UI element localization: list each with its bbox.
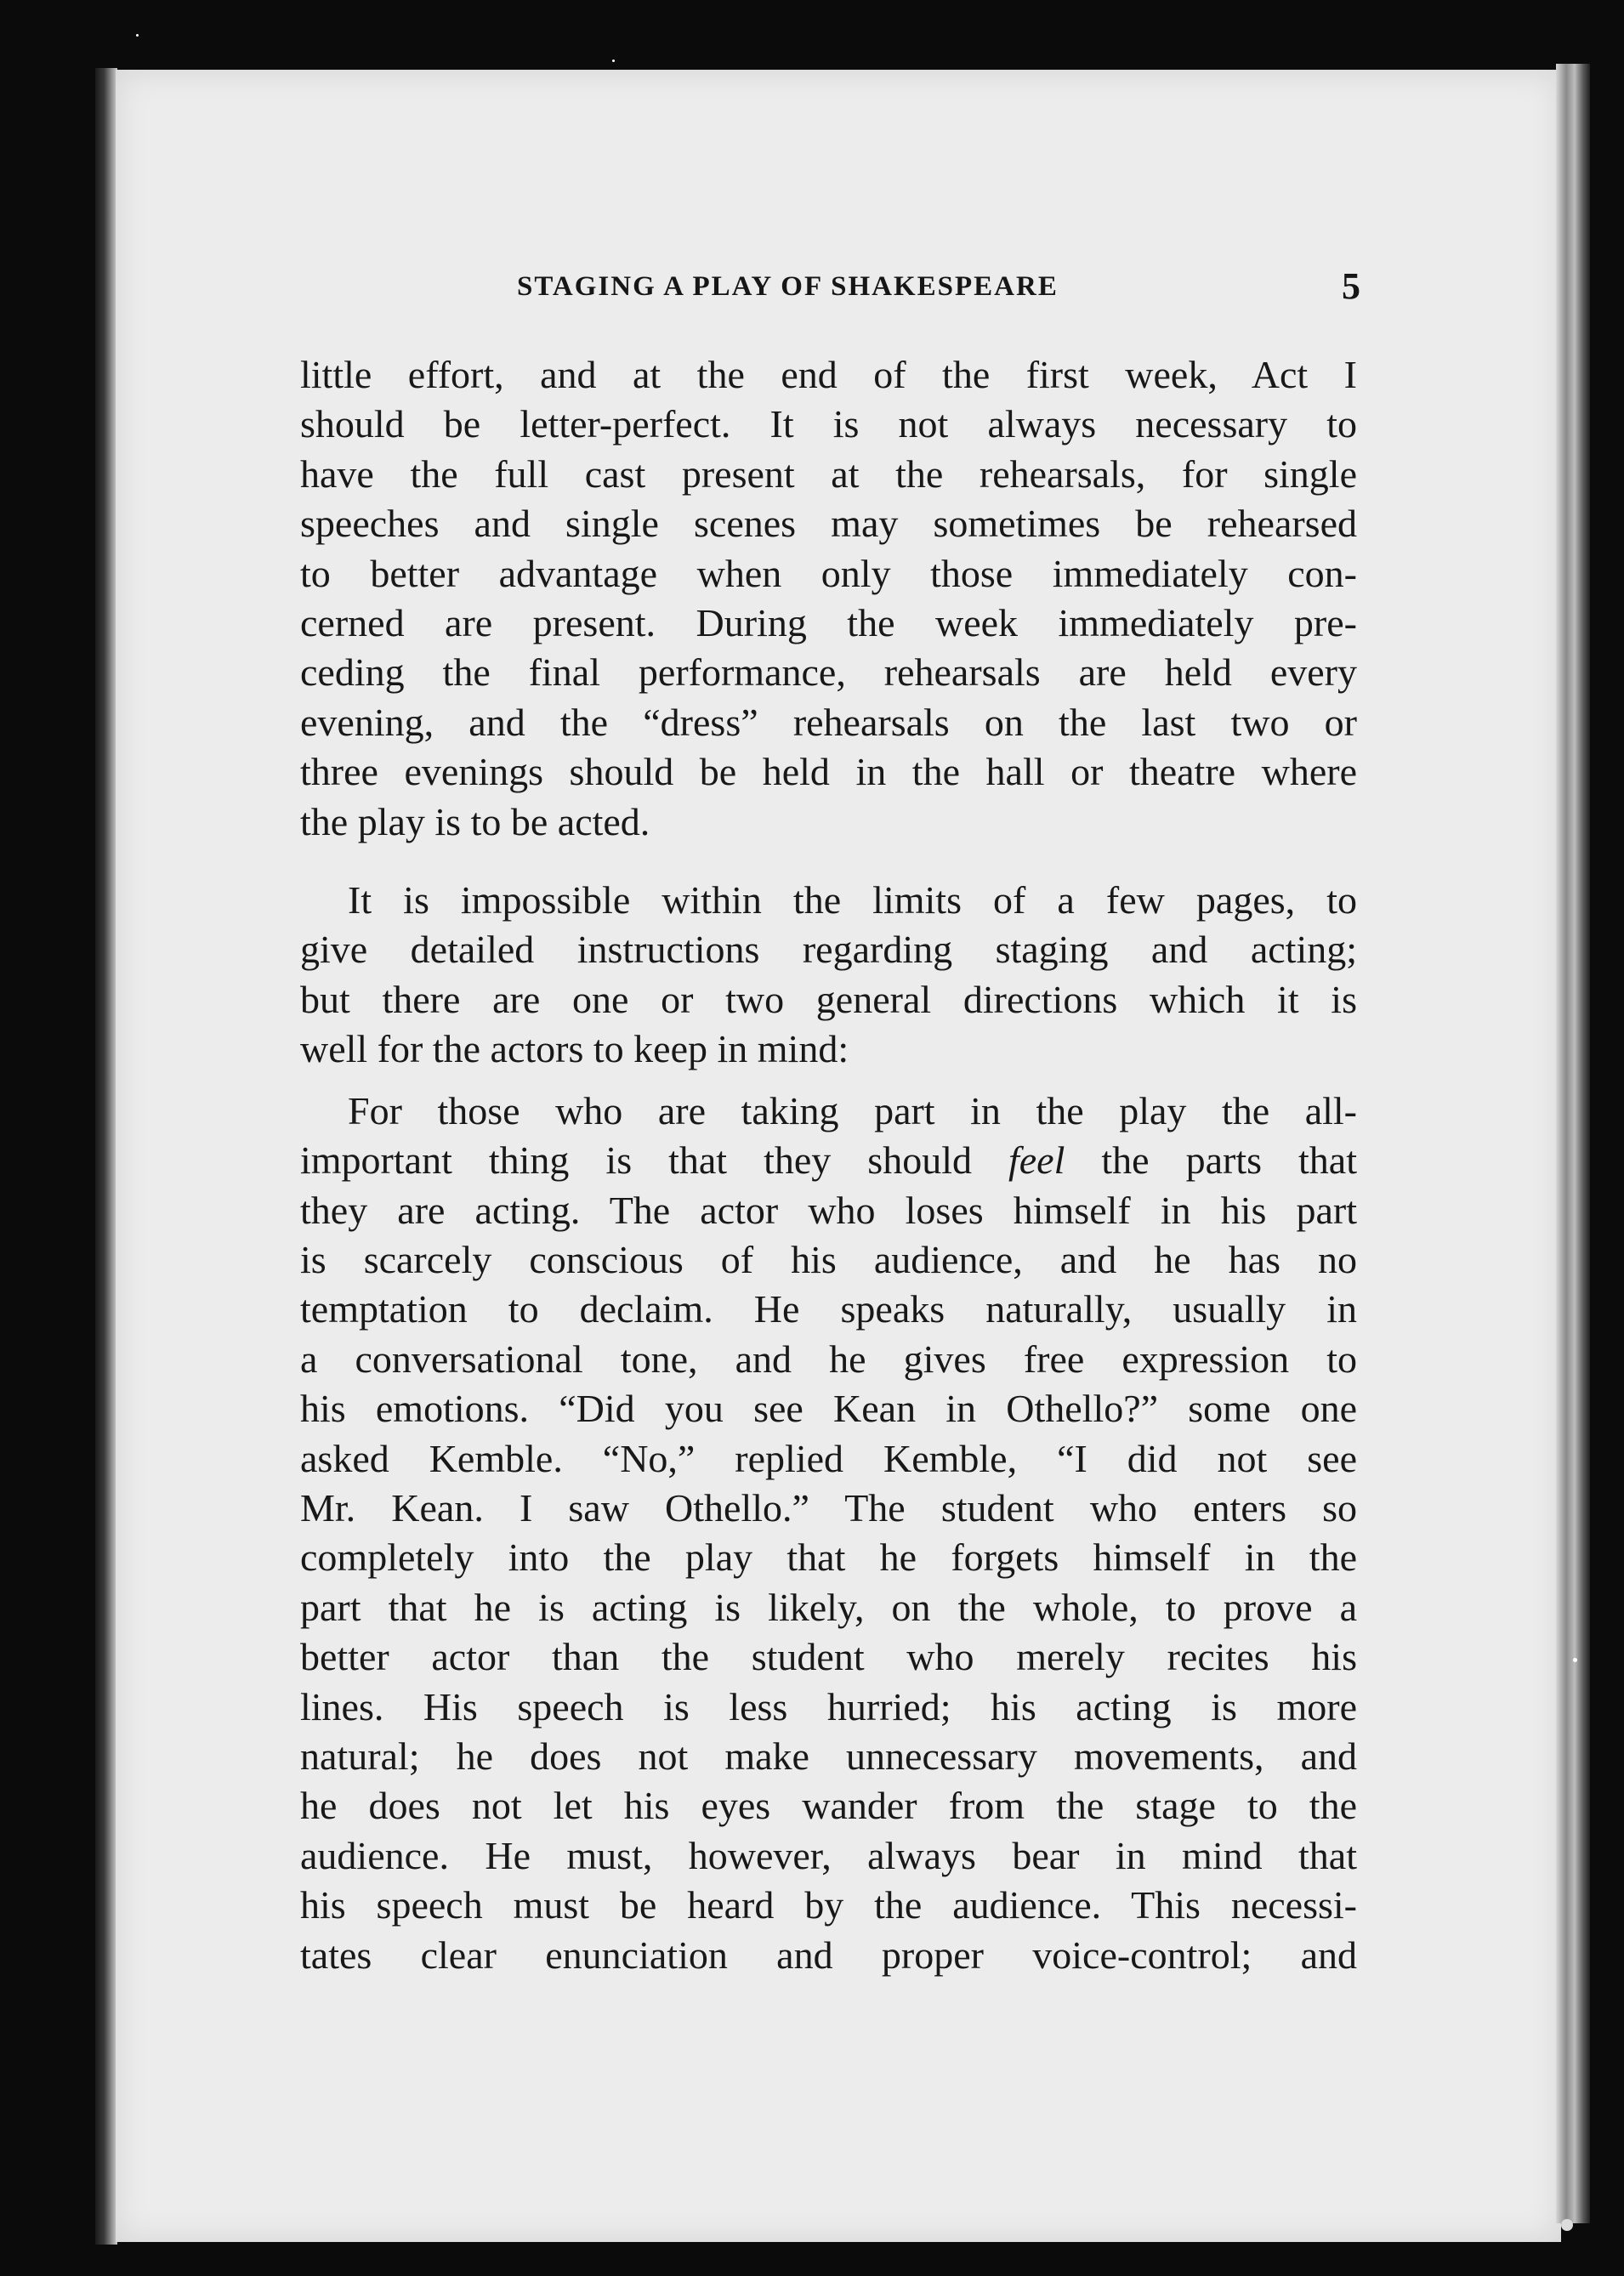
text-line: they are acting. The actor who loses himself in his part <box>300 1188 1357 1232</box>
text-line: asked Kemble. “No,” replied Kemble, “I did not see <box>300 1436 1357 1480</box>
text-line: audience. He must, however, always bear in mind that <box>300 1833 1357 1877</box>
text-line: his speech must be heard by the audience. This necessi- <box>300 1883 1357 1927</box>
text-line: speeches and single scenes may sometimes be rehearsed <box>300 502 1357 546</box>
scan-dust-speck <box>612 60 615 62</box>
text-line: cerned are present. During the week immediately pre- <box>300 601 1357 645</box>
text-segment: important thing is that they should <box>300 1138 1008 1183</box>
text-line: three evenings should be held in the hall or theatre where <box>300 750 1357 794</box>
paragraph-3 <box>300 1087 1357 1980</box>
running-header <box>298 266 1360 309</box>
page-body-text <box>300 350 1357 1980</box>
text-line: temptation to declaim. He speaks naturally, usually in <box>300 1287 1357 1331</box>
page-left-edge-shadow <box>95 68 117 2245</box>
paragraph-1 <box>300 350 1357 847</box>
text-line: ceding the final performance, rehearsals are held every <box>300 650 1357 695</box>
text-line: well for the actors to keep in mind: <box>300 1027 849 1071</box>
text-line: completely into the play that he forgets himself in the <box>300 1535 1357 1580</box>
text-line: a conversational tone, and he gives free expression to <box>300 1337 1357 1381</box>
scan-dust-speck <box>1561 2219 1573 2231</box>
text-line: part that he is acting is likely, on the whole, to prove a <box>300 1585 1357 1629</box>
page-right-edge-binding <box>1556 64 1590 2223</box>
text-line: little effort, and at the end of the first week, Act I <box>300 353 1357 396</box>
text-line: the play is to be acted. <box>300 799 650 843</box>
text-line: Mr. Kean. I saw Othello.” The student who enters so <box>300 1485 1357 1530</box>
page-number: 5 <box>1342 265 1360 307</box>
text-line: It is impossible within the limits of a few pages, to <box>348 878 1357 922</box>
scan-dust-speck <box>1573 1658 1577 1662</box>
text-line: evening, and the “dress” rehearsals on the last two or <box>300 700 1357 744</box>
paragraph-2 <box>300 876 1357 1075</box>
text-line: give detailed instructions regarding staging and acting; <box>300 928 1357 972</box>
text-line: For those who are taking part in the play the all- <box>348 1088 1357 1132</box>
text-line: to better advantage when only those immediately con- <box>300 551 1357 595</box>
text-line: lines. His speech is less hurried; his acting is more <box>300 1684 1357 1728</box>
text-line: but there are one or two general directions which it is <box>300 977 1357 1021</box>
scan-dust-speck <box>136 34 139 37</box>
text-line: better actor than the student who merely recites his <box>300 1635 1357 1679</box>
running-head-title: STAGING A PLAY OF SHAKESPEARE <box>517 271 1059 302</box>
text-line: have the full cast present at the rehearsals, for single <box>300 451 1357 496</box>
text-line: tates clear enunciation and proper voice-control; and <box>300 1933 1357 1977</box>
text-line: natural; he does not make unnecessary movements, and <box>300 1734 1357 1778</box>
text-line: he does not let his eyes wander from the stage to the <box>300 1784 1357 1828</box>
text-line-with-emphasis <box>300 1136 1357 1185</box>
text-line: his emotions. “Did you see Kean in Othello?” some one <box>300 1387 1357 1431</box>
text-line: is scarcely conscious of his audience, and he has no <box>300 1237 1357 1281</box>
emphasized-word: feel <box>1008 1138 1065 1183</box>
text-segment: the parts that <box>1065 1138 1357 1183</box>
text-line: should be letter-perfect. It is not always necessary to <box>300 402 1357 446</box>
